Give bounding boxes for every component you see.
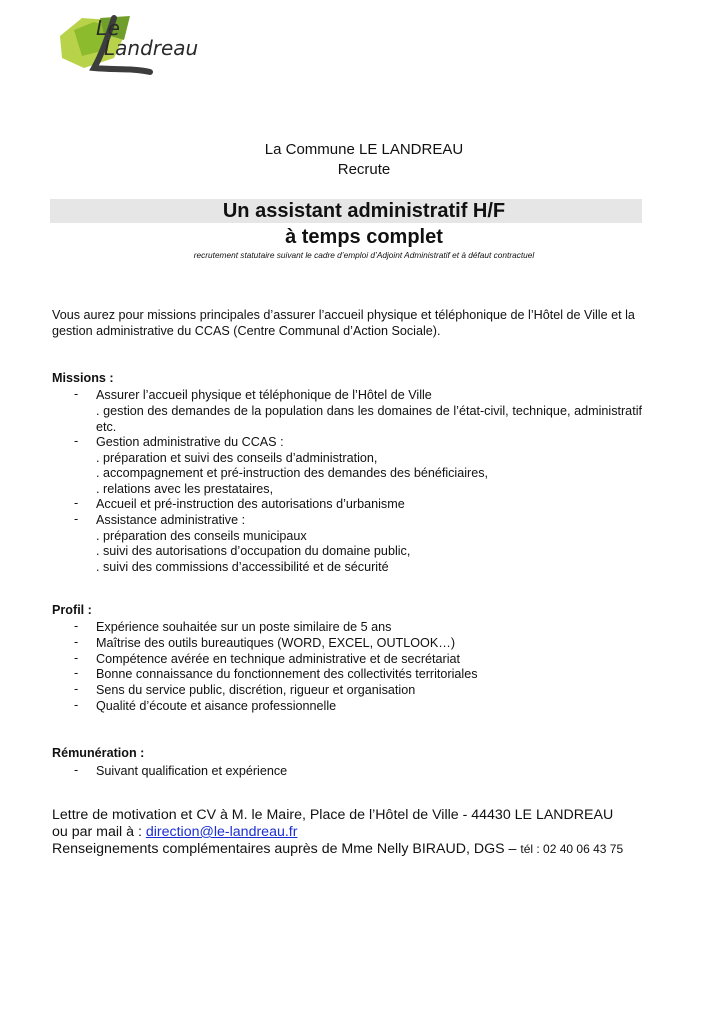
profil-item: Bonne connaissance du fonctionnement des collectivités territoriales xyxy=(96,667,478,681)
remuneration-heading: Rémunération : xyxy=(52,746,145,760)
commune-name: La Commune LE LANDREAU xyxy=(264,141,464,158)
job-title: Un assistant administratif H/F xyxy=(222,200,506,222)
profil-item: Expérience souhaitée sur un poste similaire de 5 ans xyxy=(96,620,392,634)
logo-text-landreau: Landreau xyxy=(104,36,199,60)
job-subtitle: recrutement statutaire suivant le cadre d’emploi d’Adjoint Administratif et à défaut contractuel xyxy=(193,250,535,260)
mission-item: Gestion administrative du CCAS : xyxy=(96,435,284,449)
mission-subitem: . accompagnement et pré-instruction des demandes des bénéficiaires, xyxy=(96,466,489,480)
mission-subitem: . suivi des autorisations d’occupation du domaine public, xyxy=(96,544,411,558)
intro-paragraph: Vous aurez pour missions principales d’assurer l’accueil physique et téléphonique de l’Hôtel de Ville et la gestion administrative du CCAS (Centre Communal d’Action Sociale). xyxy=(52,308,635,338)
email-link[interactable]: direction@le-landreau.fr xyxy=(145,824,298,840)
profil-item: Sens du service public, discrétion, rigueur et organisation xyxy=(96,683,416,697)
mission-subitem: . préparation des conseils municipaux xyxy=(96,529,307,543)
list-dash: - xyxy=(74,651,79,665)
email-prefix: ou par mail à : xyxy=(52,824,146,840)
list-dash: - xyxy=(74,698,79,712)
list-dash: - xyxy=(74,619,79,633)
mission-subitem: . relations avec les prestataires, xyxy=(96,482,274,496)
list-dash: - xyxy=(74,666,79,680)
contact-info-line xyxy=(52,841,623,857)
mission-item: Assistance administrative : xyxy=(96,513,246,527)
remuneration-item: Suivant qualification et expérience xyxy=(96,764,288,778)
list-dash: - xyxy=(74,387,79,401)
profil-item: Compétence avérée en technique administrative et de secrétariat xyxy=(96,652,461,666)
logo-text-le: Le xyxy=(96,16,121,40)
mission-subitem: . suivi des commissions d’accessibilité et de sécurité xyxy=(96,560,389,574)
profil-heading: Profil : xyxy=(52,603,92,617)
missions-heading: Missions : xyxy=(52,371,114,385)
contact-phone: tél : 02 40 06 43 75 xyxy=(520,842,624,856)
list-dash: - xyxy=(74,512,79,526)
profil-item: Maîtrise des outils bureautiques (WORD, EXCEL, OUTLOOK…) xyxy=(96,636,456,650)
contact-text: Renseignements complémentaires auprès de Mme Nelly BIRAUD, DGS – xyxy=(52,841,521,857)
mission-subitem: . gestion des demandes de la population dans les domaines de l’état-civil, technique, administratif etc. xyxy=(96,404,642,434)
mission-item: Accueil et pré-instruction des autorisations d’urbanisme xyxy=(96,497,405,511)
list-dash: - xyxy=(74,434,79,448)
application-address: Lettre de motivation et CV à M. le Maire, Place de l’Hôtel de Ville - 44430 LE LANDREAU xyxy=(52,807,614,823)
application-email-line xyxy=(52,824,297,840)
list-dash: - xyxy=(74,635,79,649)
recrute-label: Recrute xyxy=(337,161,391,178)
mission-subitem: . préparation et suivi des conseils d’administration, xyxy=(96,451,378,465)
list-dash: - xyxy=(74,682,79,696)
list-dash: - xyxy=(74,763,79,777)
job-contract-type: à temps complet xyxy=(285,226,443,248)
list-dash: - xyxy=(74,496,79,510)
profil-item: Qualité d’écoute et aisance professionnelle xyxy=(96,699,337,713)
mission-item: Assurer l’accueil physique et téléphonique de l’Hôtel de Ville xyxy=(96,388,432,402)
